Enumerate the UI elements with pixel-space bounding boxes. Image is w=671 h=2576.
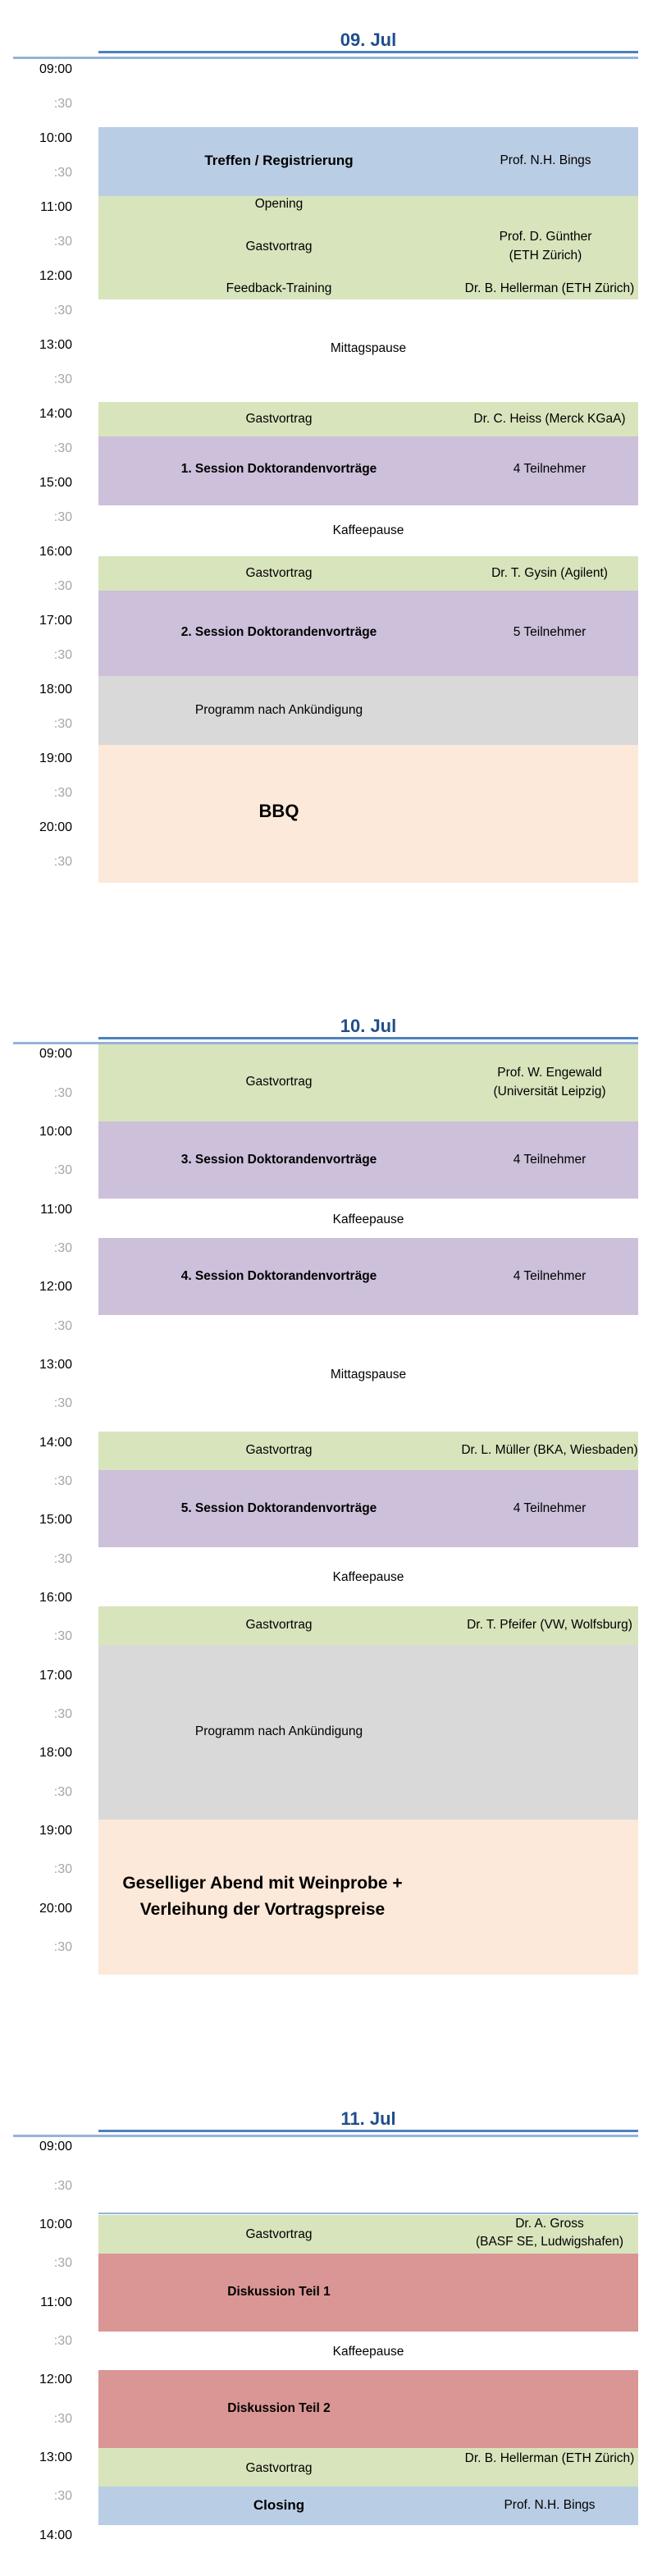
program-block bbox=[98, 676, 638, 745]
event-speaker: Dr. T. Gysin (Agilent) bbox=[491, 566, 608, 580]
time-label-half: :30 bbox=[53, 1862, 72, 1876]
event-title: Programm nach Ankündigung bbox=[194, 1724, 363, 1738]
time-label-half: :30 bbox=[53, 855, 72, 869]
time-label-half: :30 bbox=[53, 2489, 72, 2503]
event-title: Treffen / Registrierung bbox=[204, 153, 354, 168]
talk-block bbox=[98, 556, 638, 591]
registration-block bbox=[98, 127, 638, 196]
event-speaker: Dr. B. Hellerman (ETH Zürich) bbox=[464, 281, 635, 295]
block-rule bbox=[98, 2213, 638, 2214]
event-title: Diskussion Teil 2 bbox=[227, 2401, 331, 2415]
event-title: Opening bbox=[254, 197, 304, 211]
event-speaker: Prof. D. Günther bbox=[499, 230, 592, 244]
time-label-half: :30 bbox=[53, 1319, 72, 1333]
coffee-break: Kaffeepause bbox=[332, 2345, 404, 2359]
time-label: 10:00 bbox=[39, 1125, 72, 1139]
time-label: 15:00 bbox=[39, 476, 72, 490]
time-label: 20:00 bbox=[39, 820, 72, 834]
coffee-break: Kaffeepause bbox=[332, 1213, 404, 1226]
talk-block bbox=[98, 2448, 638, 2487]
time-label-half: :30 bbox=[53, 2256, 72, 2270]
event-title: Gastvortrag bbox=[245, 2461, 313, 2475]
time-label: 10:00 bbox=[39, 2217, 72, 2231]
day-title: 09. Jul bbox=[340, 30, 397, 50]
time-label: 11:00 bbox=[40, 200, 72, 214]
time-label: 15:00 bbox=[39, 1513, 72, 1527]
time-label: 12:00 bbox=[39, 269, 72, 283]
session-block bbox=[98, 1238, 638, 1315]
event-title: Programm nach Ankündigung bbox=[194, 703, 363, 717]
time-label: 19:00 bbox=[39, 1824, 72, 1838]
event-speaker: (BASF SE, Ludwigshafen) bbox=[475, 2235, 624, 2249]
talk-block bbox=[98, 402, 638, 436]
lunch-break: Mittagspause bbox=[330, 341, 407, 355]
time-label-half: :30 bbox=[53, 1552, 72, 1566]
event-speaker: 4 Teilnehmer bbox=[513, 1269, 587, 1283]
time-label: 20:00 bbox=[39, 1902, 72, 1916]
time-label: 17:00 bbox=[39, 1669, 72, 1683]
event-title: 2. Session Doktorandenvorträge bbox=[180, 625, 377, 639]
discussion-block bbox=[98, 2254, 638, 2332]
bbq-block bbox=[98, 745, 638, 883]
event-title: Gastvortrag bbox=[245, 2227, 313, 2241]
lunch-break: Mittagspause bbox=[330, 1368, 407, 1382]
time-label: 19:00 bbox=[39, 751, 72, 765]
session-block bbox=[98, 1470, 638, 1547]
time-label-half: :30 bbox=[53, 1707, 72, 1721]
talk-block bbox=[98, 1432, 638, 1470]
time-label-half: :30 bbox=[53, 717, 72, 731]
event-speaker: Prof. N.H. Bings bbox=[500, 153, 591, 167]
event-speaker: Prof. W. Engewald bbox=[497, 1066, 602, 1080]
time-label: 13:00 bbox=[39, 2450, 72, 2464]
time-label-half: :30 bbox=[53, 1940, 72, 1954]
talk-block bbox=[98, 2215, 638, 2254]
time-label: 10:00 bbox=[39, 131, 72, 145]
closing-block bbox=[98, 2487, 638, 2525]
time-label-half: :30 bbox=[53, 1241, 72, 1255]
time-label-half: :30 bbox=[53, 1396, 72, 1410]
time-label: 11:00 bbox=[40, 1203, 72, 1217]
time-label: 18:00 bbox=[39, 1746, 72, 1760]
time-label: 16:00 bbox=[39, 1591, 72, 1605]
event-speaker: Dr. L. Müller (BKA, Wiesbaden) bbox=[461, 1443, 638, 1457]
time-label-half: :30 bbox=[53, 97, 72, 111]
time-label-half: :30 bbox=[53, 579, 72, 593]
event-speaker: (ETH Zürich) bbox=[509, 249, 582, 263]
time-label: 13:00 bbox=[39, 1358, 72, 1372]
discussion-block bbox=[98, 2370, 638, 2448]
session-block bbox=[98, 1121, 638, 1199]
time-label: 16:00 bbox=[39, 545, 72, 559]
time-label: 09:00 bbox=[39, 1047, 72, 1061]
time-label: 14:00 bbox=[39, 1436, 72, 1450]
event-title: Diskussion Teil 1 bbox=[227, 2285, 331, 2299]
event-title: Geselliger Abend mit Weinprobe + bbox=[122, 1874, 403, 1893]
time-label-half: :30 bbox=[53, 166, 72, 180]
time-label: 14:00 bbox=[39, 2528, 72, 2542]
time-label: 12:00 bbox=[39, 1280, 72, 1294]
time-label: 18:00 bbox=[39, 683, 72, 697]
time-label-half: :30 bbox=[53, 304, 72, 317]
event-speaker: (Universität Leipzig) bbox=[493, 1085, 606, 1098]
event-title: Gastvortrag bbox=[245, 1618, 313, 1632]
event-speaker: Dr. C. Heiss (Merck KGaA) bbox=[473, 412, 626, 426]
header-rule bbox=[98, 51, 638, 53]
time-label-half: :30 bbox=[53, 235, 72, 249]
time-label-half: :30 bbox=[53, 510, 72, 524]
header-rule-light bbox=[13, 57, 638, 59]
event-speaker: Prof. N.H. Bings bbox=[504, 2498, 596, 2512]
time-label-half: :30 bbox=[53, 1629, 72, 1643]
time-label: 09:00 bbox=[39, 2140, 72, 2154]
event-title: Gastvortrag bbox=[245, 566, 313, 580]
time-label-half: :30 bbox=[53, 441, 72, 455]
day-title: 11. Jul bbox=[340, 2108, 396, 2129]
time-label: 11:00 bbox=[40, 2295, 72, 2309]
event-title: Gastvortrag bbox=[245, 240, 313, 253]
time-label: 09:00 bbox=[39, 62, 72, 76]
opening-talk-block bbox=[98, 196, 638, 299]
event-speaker: 4 Teilnehmer bbox=[513, 462, 587, 476]
time-label: 12:00 bbox=[39, 2373, 72, 2386]
event-title: Gastvortrag bbox=[245, 1075, 313, 1089]
event-title: 1. Session Doktorandenvorträge bbox=[180, 462, 377, 476]
time-label-half: :30 bbox=[53, 1474, 72, 1488]
time-label: 13:00 bbox=[39, 338, 72, 352]
event-title: Gastvortrag bbox=[245, 412, 313, 426]
time-label-half: :30 bbox=[53, 786, 72, 800]
event-speaker: Dr. A. Gross bbox=[515, 2217, 584, 2231]
time-label-half: :30 bbox=[53, 648, 72, 662]
session-block bbox=[98, 436, 638, 505]
time-label-half: :30 bbox=[53, 2334, 72, 2348]
event-title: Closing bbox=[253, 2497, 305, 2513]
event-title: Gastvortrag bbox=[245, 1443, 313, 1457]
day-title: 10. Jul bbox=[340, 1016, 397, 1036]
session-block bbox=[98, 591, 638, 676]
event-speaker: 4 Teilnehmer bbox=[513, 1153, 587, 1167]
talk-block bbox=[98, 1606, 638, 1645]
time-label-half: :30 bbox=[53, 1785, 72, 1799]
event-speaker: Dr. B. Hellerman (ETH Zürich) bbox=[464, 2451, 635, 2465]
time-label: 17:00 bbox=[39, 614, 72, 628]
event-title: BBQ bbox=[258, 801, 299, 821]
header-rule-light bbox=[13, 2135, 638, 2137]
header-rule bbox=[98, 2130, 638, 2132]
evening-block bbox=[98, 1820, 638, 1975]
time-label-half: :30 bbox=[53, 1163, 72, 1177]
program-block bbox=[98, 1645, 638, 1820]
time-label-half: :30 bbox=[53, 2179, 72, 2193]
event-speaker: Dr. T. Pfeifer (VW, Wolfsburg) bbox=[467, 1618, 632, 1632]
coffee-break: Kaffeepause bbox=[332, 1570, 404, 1584]
coffee-break: Kaffeepause bbox=[332, 523, 404, 537]
event-title: Verleihung der Vortragspreise bbox=[139, 1900, 386, 1919]
event-title: 3. Session Doktorandenvorträge bbox=[180, 1153, 377, 1167]
time-label-half: :30 bbox=[53, 2412, 72, 2426]
event-title: Feedback-Training bbox=[226, 281, 332, 295]
time-label-half: :30 bbox=[53, 1086, 72, 1100]
event-speaker: 5 Teilnehmer bbox=[513, 625, 587, 639]
event-title: 5. Session Doktorandenvorträge bbox=[180, 1501, 377, 1515]
header-rule bbox=[98, 1037, 638, 1039]
time-label: 14:00 bbox=[39, 407, 72, 421]
event-title: 4. Session Doktorandenvorträge bbox=[180, 1269, 377, 1283]
talk-block bbox=[98, 1044, 638, 1121]
event-speaker: 4 Teilnehmer bbox=[513, 1501, 587, 1515]
time-label-half: :30 bbox=[53, 372, 72, 386]
